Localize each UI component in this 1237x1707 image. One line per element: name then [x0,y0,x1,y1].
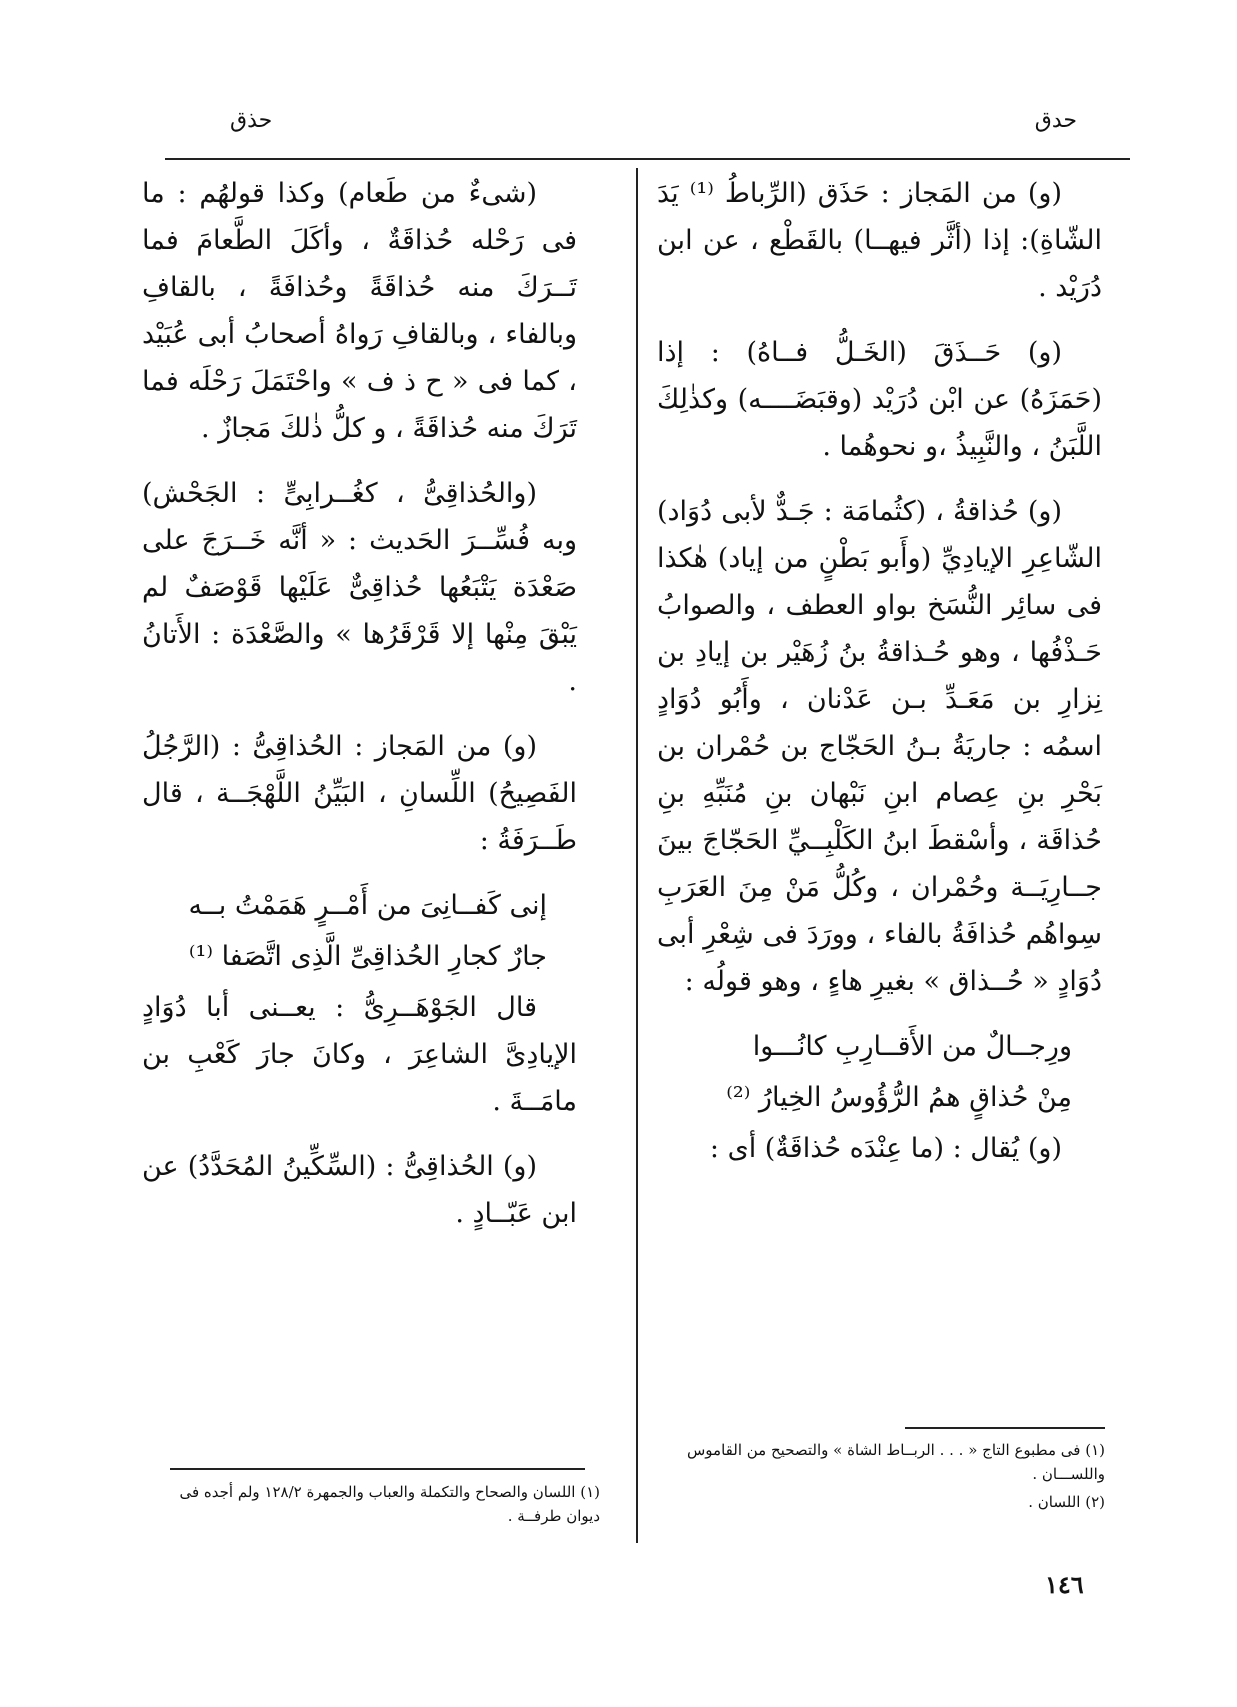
column-divider [636,168,638,1543]
footnote: (١) اللسان والصحاح والتكملة والعباب والجمهرة ١٢٨/٢ ولم أجده فى ديوان طرفــة . [179,1483,600,1525]
footnotes-left [150,1480,600,1532]
left-paragraph: (و) من المَجاز : الحُذاقِىُّ : (الرَّجُلُ الفَصِيحُ) اللِّسانِ ، البَيِّنُ اللَّهْجَــة ، قال طَــرَفَةُ : [142,731,577,856]
left-paragraph: (شىءٌ من طَعام) وكذا قولهُم : ما فى رَحْله حُذاقَةٌ ، وأكَلَ الطَّعامَ فما تَــرَكَ منه حُذاقَةً وحُذافَةً ، بالقافِ وبالفاء ، وبالقافِ رَواهُ أصحابُ أبى عُبَيْد ، كما فى « ح ذ ف » واحْتَمَلَ رَحْلَه فما تَرَكَ منه حُذاقَةً ، و كلُّ ذٰلكَ مَجازٌ . [142,178,577,444]
left-paragraph: قال الجَوْهَــرِىُّ : يعــنى أبا دُوَادٍ الإيادِىَّ الشاعِرَ ، وكانَ جارَ كَعْبِ بن مامَــةَ . [142,992,577,1117]
footnote: (٢) اللسان . [1028,1493,1105,1511]
footnotes-right [655,1438,1105,1518]
left-verse-line: إنى كَفــانِىَ من أَمْــرٍ هَمَمْتُ بــه [188,890,547,921]
footnote-rule-right [905,1427,1105,1429]
left-column [142,170,577,1255]
running-header-left: حذق [230,108,273,133]
footnote-rule-left [170,1468,585,1470]
right-verse-line: ورِجــالٌ من الأَقــارِبِ كانُـــوا [752,1031,1072,1062]
right-column [657,170,1102,1190]
right-verse-line: مِنْ حُذاقٍ همُ الرُّؤُوسُ الخِيارُ ⁽²⁾ [726,1082,1072,1113]
right-paragraph: (و) حَــذَقَ (الخَـلُّ فــاهُ) : إذا (حَمَزَهُ) عن ابْن دُرَيْد (وقبَضَــــه) وكذٰلِكَ اللَّبَنُ ، والنَّبِيذُ ،و نحوهُما . [657,337,1102,462]
left-verse-line: جارٌ كجارِ الحُذاقِىِّ الَّذِى اتَّصَفا ⁽¹⁾ [188,941,547,972]
right-paragraph: (و) من المَجاز : حَذَق (الرِّباطُ ⁽¹⁾ يَدَ الشّاةِ): إذا (أثَّر فيهــا) بالقَطْع ، عن ابن دُرَيْد . [657,178,1102,303]
left-paragraph: (و) الحُذاقِىُّ : (السِّكِّينُ المُحَدَّدُ) عن ابن عَبّــادٍ . [142,1151,577,1229]
running-header-right: حدق [1034,108,1077,133]
header-rule [165,158,1130,160]
footnote: (١) فى مطبوع التاج « . . . الربــاط الشاة » والتصحيح من القاموس واللســـان . [687,1441,1105,1483]
left-paragraph: (والحُذاقِىُّ ، كغُــرابِىٍّ : الجَحْش) وبه فُسِّــرَ الحَديث : « أنَّه خَــرَجَ على صَعْدَة يَتْبَعُها حُذاقِىٌّ عَلَيْها قَوْصَفٌ لم يَبْقَ مِنْها إلا قَرْقَرُها » والصَّعْدَة : الأَتانُ . [142,478,577,697]
right-paragraph: (و) حُذاقةُ ، (كثُمامَة : جَـدٌّ لأبى دُوَاد) الشّاعِرِ الإيادِيِّ (وأَبو بَطْنٍ من إياد) هٰكذا فى سائِر النُّسَخ بواو العطف ، والصوابُ حَـذْفُها ، وهو حُـذاقةُ بنُ زُهَيْر بن إيادِ بن نِزارِ بن مَعَـدِّ بـن عَدْنان ، وأَبُو دُوَادٍ اسمُه : جاريَةُ بـنُ الحَجّاج بن حُمْران بن بَحْرِ بنِ عِصام ابنِ نَبْهان بنِ مُنَبِّهِ بنِ حُذاقَة ، وأسْقطَ ابنُ الكَلْبِــيِّ الحَجّاجَ بينَ جــارِيَــة وحُمْران ، وكُلُّ مَنْ مِنَ العَرَبِ سِواهُم حُذافَةُ بالفاء ، وورَدَ فى شِعْرِ أبى دُوَادٍ « حُــذاق » بغيرِ هاءٍ ، وهو قولُه : [657,496,1102,997]
page-number: ١٤٦ [1045,1570,1084,1599]
right-closing-line: (و) يُقال : (ما عِنْدَه حُذاقَةٌ) أى : [709,1133,1062,1164]
